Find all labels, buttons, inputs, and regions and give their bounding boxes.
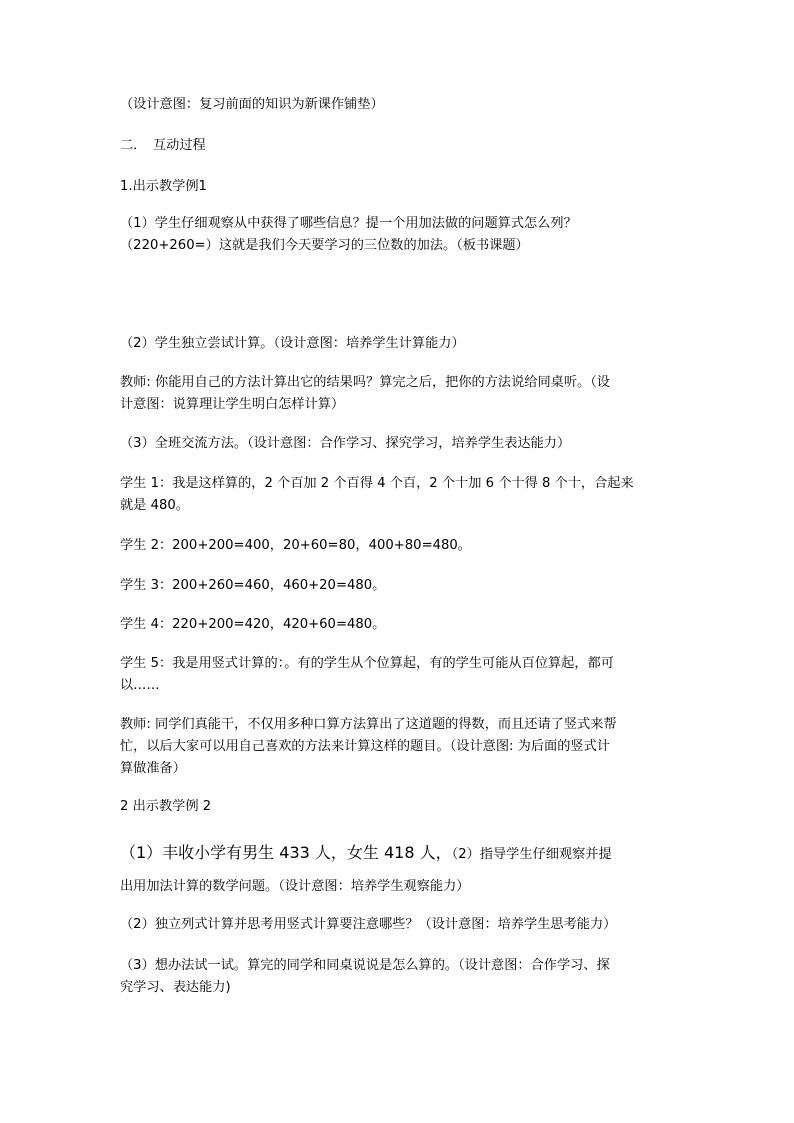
teacher-summary-line-3: 算做准备） — [120, 761, 186, 776]
step-2-trial: （2）学生独立尝试计算。（设计意图：培养学生计算能力） — [120, 336, 465, 351]
teacher-summary-line-1: 教师: 同学们真能干，不仅用多种口算方法算出了这道题的得数，而且还请了竖式来帮 — [120, 717, 617, 732]
student-3: 学生 3：200+260=460，460+20=480。 — [120, 578, 386, 593]
student-4: 学生 4：220+200=420，420+60=480。 — [120, 617, 386, 632]
teacher-summary-line-2: 忙，以后大家可以用自己喜欢的方法来计算这样的题目。（设计意图: 为后面的竖式计 — [120, 739, 610, 754]
design-intent-review: （设计意图：复习前面的知识为新课作铺垫） — [120, 97, 384, 112]
example-2-heading: 2 出示教学例 2 — [120, 799, 212, 814]
example-2-problem-line-1 — [120, 842, 680, 866]
example-2-step-3-line-2: 究学习、表达能力) — [120, 980, 231, 995]
example-1-heading: 1.出示教学例1 — [120, 179, 207, 194]
example-2-step-2: （2）独立列式计算并思考用竖式计算要注意哪些？（设计意图：培养学生思考能力） — [120, 917, 617, 932]
student-5-line-1: 学生 5：我是用竖式计算的：。有的学生从个位算起，有的学生可能从百位算起，都可 — [120, 656, 614, 671]
student-1-line-2: 就是 480。 — [120, 498, 189, 513]
step-1-line-2: （220+260=）这就是我们今天要学习的三位数的加法。（板书课题） — [120, 238, 529, 253]
teacher-prompt-line-2: 计意图：说算理让学生明白怎样计算） — [120, 397, 345, 412]
problem-statement: （1）丰收小学有男生 433 人，女生 418 人， — [120, 843, 452, 862]
step-3-exchange: （3）全班交流方法。（设计意图：合作学习、探究学习，培养学生表达能力） — [120, 436, 571, 451]
student-5-line-2: 以…… — [120, 678, 160, 693]
teacher-prompt-line-1: 教师: 你能用自己的方法计算出它的结果吗？算完之后，把你的方法说给同桌听。（设 — [120, 375, 610, 390]
example-2-step-3-line-1: （3）想办法试一试。算完的同学和同桌说说是怎么算的。（设计意图：合作学习、探 — [120, 958, 610, 973]
student-1-line-1: 学生 1：我是这样算的，2 个百加 2 个百得 4 个百，2 个十加 6 个十得 8 个十，合起来 — [120, 476, 634, 491]
example-2-problem-line-2: 出用加法计算的数学问题。（设计意图：培养学生观察能力） — [120, 879, 470, 894]
student-2: 学生 2：200+200=400，20+60=80，400+80=480。 — [120, 538, 471, 553]
problem-guidance: （2）指导学生仔细观察并提 — [451, 847, 612, 862]
section-heading-interaction: 二． 互动过程 — [120, 138, 206, 153]
step-1-line-1: （1）学生仔细观察从中获得了哪些信息？提一个用加法做的问题算式怎么列？ — [120, 216, 577, 231]
